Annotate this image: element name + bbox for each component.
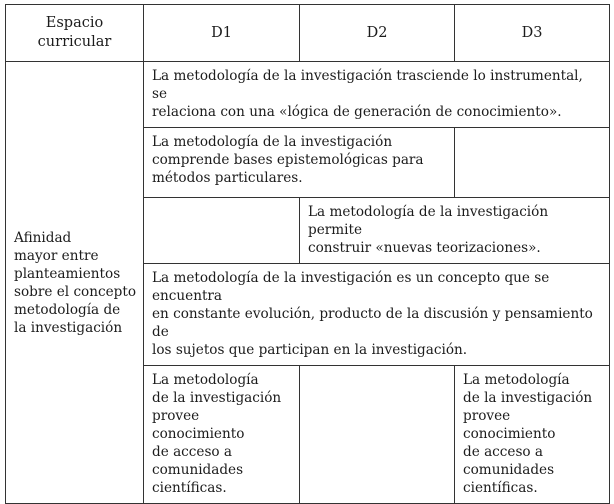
cell-row5-d3	[455, 366, 610, 504]
cell-text-line: científicas.	[463, 480, 538, 496]
cell-text-line: comunidades	[463, 462, 555, 478]
row-label-line: la investigación	[14, 319, 123, 336]
header-espacio-curricular	[6, 5, 144, 62]
cell-row5-d2-empty	[300, 366, 455, 504]
row-label-afinidad	[6, 62, 144, 504]
row-label-line: Afinidad	[14, 229, 72, 246]
cell-text-line: La metodología de la investigación permite	[308, 204, 549, 238]
cell-text-line: La metodología	[463, 372, 570, 388]
cell-text-line: de la investigación	[152, 390, 282, 406]
cell-text-line: de acceso a	[152, 444, 233, 460]
row-label-line: planteamientos	[14, 265, 121, 282]
cell-row4-d1-d2-d3	[144, 264, 610, 366]
comparison-table	[5, 4, 610, 504]
header-espacio-line2: curricular	[37, 34, 112, 50]
cell-text-line: de la investigación	[463, 390, 593, 406]
cell-text-line: de acceso a	[463, 444, 544, 460]
cell-text-line: científicas.	[152, 480, 227, 496]
cell-row5-d1	[144, 366, 300, 504]
cell-text-line: métodos particulares.	[152, 170, 303, 186]
cell-row3-d2-d3	[300, 198, 610, 264]
row-label-line: mayor entre	[14, 247, 99, 264]
row-label-line: metodología de	[14, 301, 121, 318]
header-espacio-line1: Espacio	[45, 15, 104, 31]
cell-text-line: comprende bases epistemológicas para	[152, 152, 424, 168]
header-d2: D2	[300, 5, 455, 62]
cell-row2-d3-empty	[455, 128, 610, 198]
cell-text-line: construir «nuevas teorizaciones».	[308, 240, 541, 256]
cell-text-line: en constante evolución, producto de la discusión y pensamiento de	[152, 306, 593, 340]
cell-text-line: La metodología de la investigación trasciende lo instrumental, se	[152, 68, 583, 102]
cell-row1-d1-d2-d3	[144, 62, 610, 128]
cell-row2-d1-d2	[144, 128, 455, 198]
cell-text-line: los sujetos que participan en la investigación.	[152, 342, 468, 358]
cell-text-line: comunidades	[152, 462, 244, 478]
cell-row3-d1-empty	[144, 198, 300, 264]
header-d1: D1	[144, 5, 300, 62]
header-row	[6, 5, 610, 62]
cell-text-line: provee conocimiento	[463, 408, 556, 442]
cell-text-line: La metodología de la investigación	[152, 134, 393, 150]
cell-text-line: relaciona con una «lógica de generación de conocimiento».	[152, 104, 562, 120]
cell-text-line: La metodología	[152, 372, 259, 388]
row-label-line: sobre el concepto	[14, 283, 136, 300]
table-row	[6, 62, 610, 128]
cell-text-line: La metodología de la investigación es un concepto que se encuentra	[152, 270, 550, 304]
cell-text-line: provee conocimiento	[152, 408, 245, 442]
header-d3: D3	[455, 5, 610, 62]
